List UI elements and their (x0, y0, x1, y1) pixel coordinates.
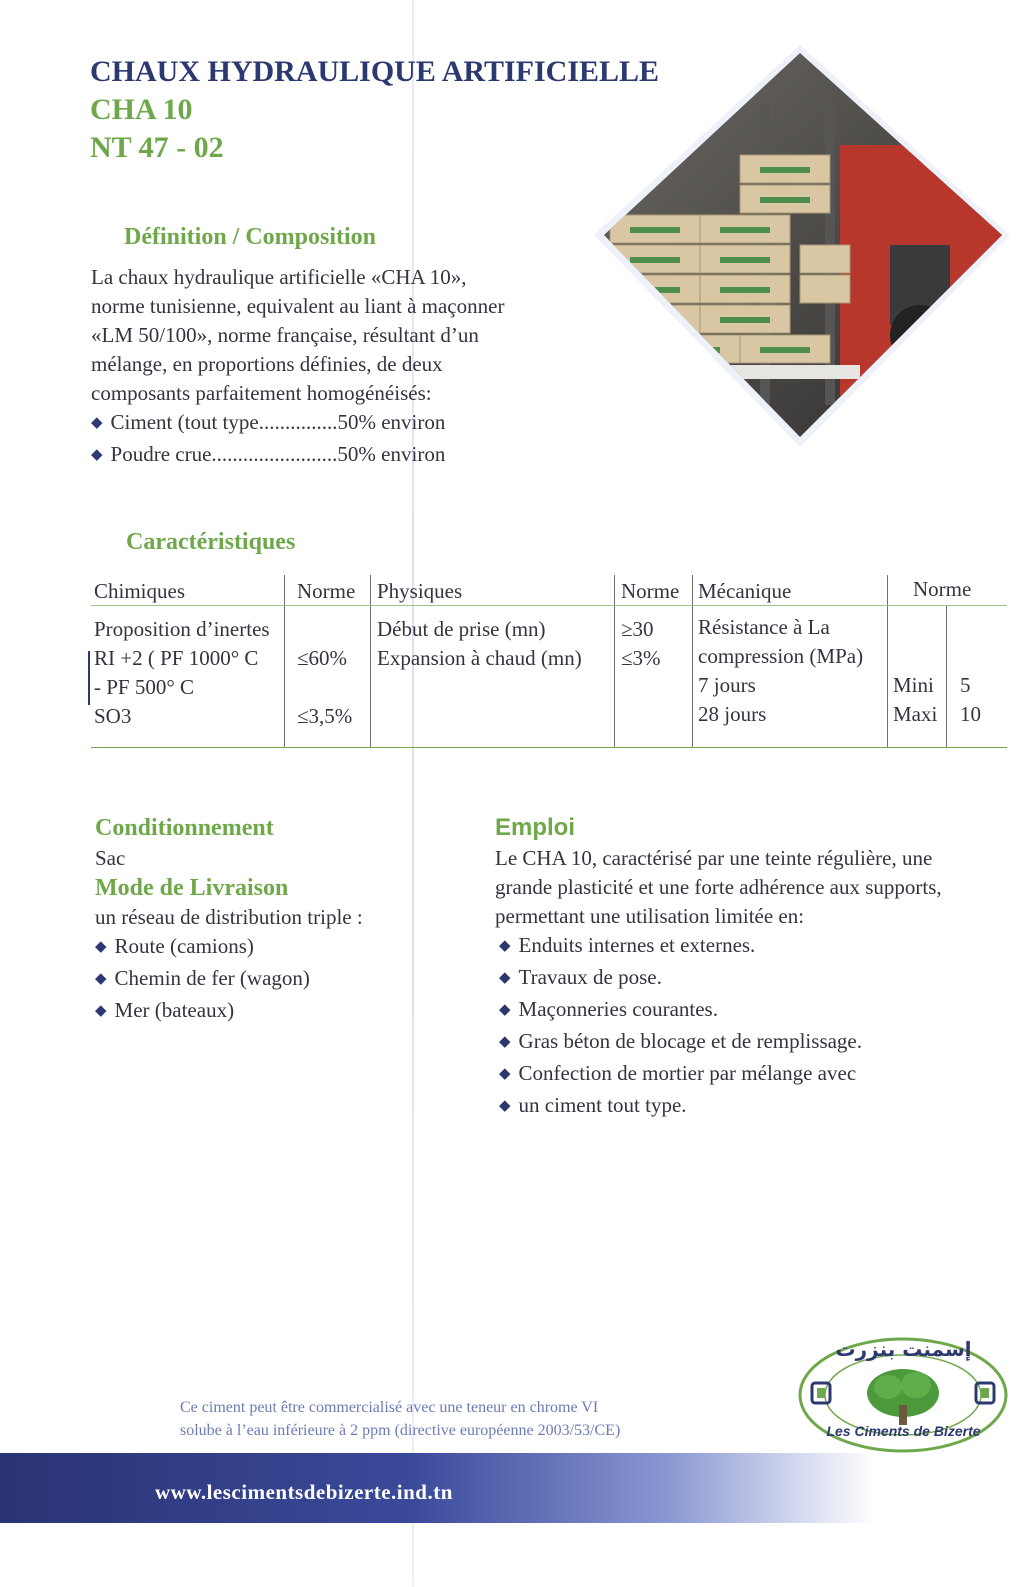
livraison-item: ◆ Route (camions) (95, 932, 415, 964)
physiques-cell: Expansion à chaud (mn) (377, 646, 582, 670)
table-header-rule (91, 605, 1007, 606)
mecanique-value-cell: 10 (960, 702, 981, 726)
physiques-cell: Début de prise (mn) (377, 617, 546, 641)
emploi-line: permettant une utilisation limitée en: (495, 904, 805, 928)
chimiques-cell: RI +2 ( PF 1000° C (94, 646, 259, 670)
table-divider (692, 575, 693, 747)
chrome-note-line: solube à l’eau inférieure à 2 ppm (directive européenne 2003/53/CE) (180, 1422, 621, 1439)
mecanique-value-cell: 5 (960, 673, 971, 697)
product-name: CHA 10 (90, 93, 193, 126)
page-header (90, 53, 659, 167)
chimiques-cell: - PF 500° C (94, 675, 195, 699)
product-norm: NT 47 - 02 (90, 131, 224, 164)
chimiques-norme-cell: ≤3,5% (297, 704, 353, 728)
definition-heading: Définition / Composition (124, 224, 377, 250)
conditionnement-heading: Conditionnement (95, 815, 274, 841)
emploi-line: grande plasticité et une forte adhérence aux supports, (495, 875, 942, 899)
website-link[interactable]: www.lescimentsdebizerte.ind.tn (155, 1480, 453, 1504)
table-divider (887, 575, 888, 747)
definition-line: «LM 50/100», norme française, résultant d’un (91, 323, 479, 347)
header-mecanique: Mécanique (698, 579, 792, 603)
bracket-mark (88, 651, 90, 705)
header-chimiques: Chimiques (94, 579, 186, 603)
table-divider (284, 575, 285, 747)
mecanique-cell: Résistance à La (698, 615, 830, 639)
header-norme-physiques: Norme (621, 579, 680, 603)
mecanique-cell: 7 jours (698, 673, 756, 697)
table-divider (946, 605, 947, 747)
emploi-item: ◆ Gras béton de blocage et de remplissage. (495, 1027, 1015, 1059)
page-title: CHAUX HYDRAULIQUE ARTIFICIELLE (90, 55, 660, 88)
header-physiques: Physiques (377, 579, 463, 603)
header-norme-mecanique: Norme (913, 577, 972, 601)
chrome-note-line: Ce ciment peut être commercialisé avec une teneur en chrome VI (180, 1399, 599, 1416)
composition-item: ◆ Ciment (tout type...............50% environ (91, 408, 591, 440)
conditionnement-value: Sac (95, 846, 126, 870)
product-photo (590, 45, 1010, 455)
livraison-item: ◆ Mer (bateaux) (95, 996, 415, 1028)
mecanique-label-cell: Mini (893, 673, 934, 697)
chimiques-cell: SO3 (94, 704, 132, 728)
physiques-norme-cell: ≤3% (621, 646, 661, 670)
livraison-item: ◆ Chemin de fer (wagon) (95, 964, 415, 996)
header-norme-chimiques: Norme (297, 579, 356, 603)
chrome-note (180, 1396, 760, 1442)
emploi-item: ◆ Maçonneries courantes. (495, 995, 1015, 1027)
emploi-item: ◆ Travaux de pose. (495, 963, 1015, 995)
livraison-heading: Mode de Livraison (95, 875, 289, 901)
mecanique-label-cell: Maxi (893, 702, 938, 726)
fold-line (412, 0, 414, 1587)
logo-arabic-text: إسمنت بنزرت (835, 1337, 972, 1361)
emploi-section (495, 812, 1015, 1123)
chimiques-norme-cell: ≤60% (297, 646, 348, 670)
livraison-intro: un réseau de distribution triple : (95, 905, 363, 929)
characteristics-heading: Caractéristiques (126, 529, 296, 555)
definition-line: mélange, en proportions définies, de deux (91, 352, 443, 376)
physiques-norme-cell: ≥30 (621, 617, 654, 641)
table-divider (370, 575, 371, 747)
definition-line: La chaux hydraulique artificielle «CHA 10», (91, 265, 467, 289)
conditionnement-section (95, 812, 415, 1028)
definition-line: composants parfaitement homogénéisés: (91, 381, 432, 405)
definition-line: norme tunisienne, equivalent au liant à maçonner (91, 294, 505, 318)
emploi-heading: Emploi (495, 814, 576, 841)
mecanique-cell: compression (MPa) (698, 644, 864, 668)
chimiques-cell: Proposition d’inertes (94, 617, 270, 641)
logo-company-name: Les Ciments de Bizerte (826, 1423, 981, 1439)
definition-text (91, 263, 591, 472)
mecanique-cell: 28 jours (698, 702, 767, 726)
emploi-item: ◆ un ciment tout type. (495, 1091, 1015, 1123)
emploi-item: ◆ Enduits internes et externes. (495, 931, 1015, 963)
emploi-line: Le CHA 10, caractérisé par une teinte régulière, une (495, 846, 933, 870)
table-divider (614, 575, 615, 747)
emploi-item: ◆ Confection de mortier par mélange avec (495, 1059, 1015, 1091)
composition-item: ◆ Poudre crue........................50% environ (91, 440, 591, 472)
characteristics-table (91, 575, 1007, 748)
